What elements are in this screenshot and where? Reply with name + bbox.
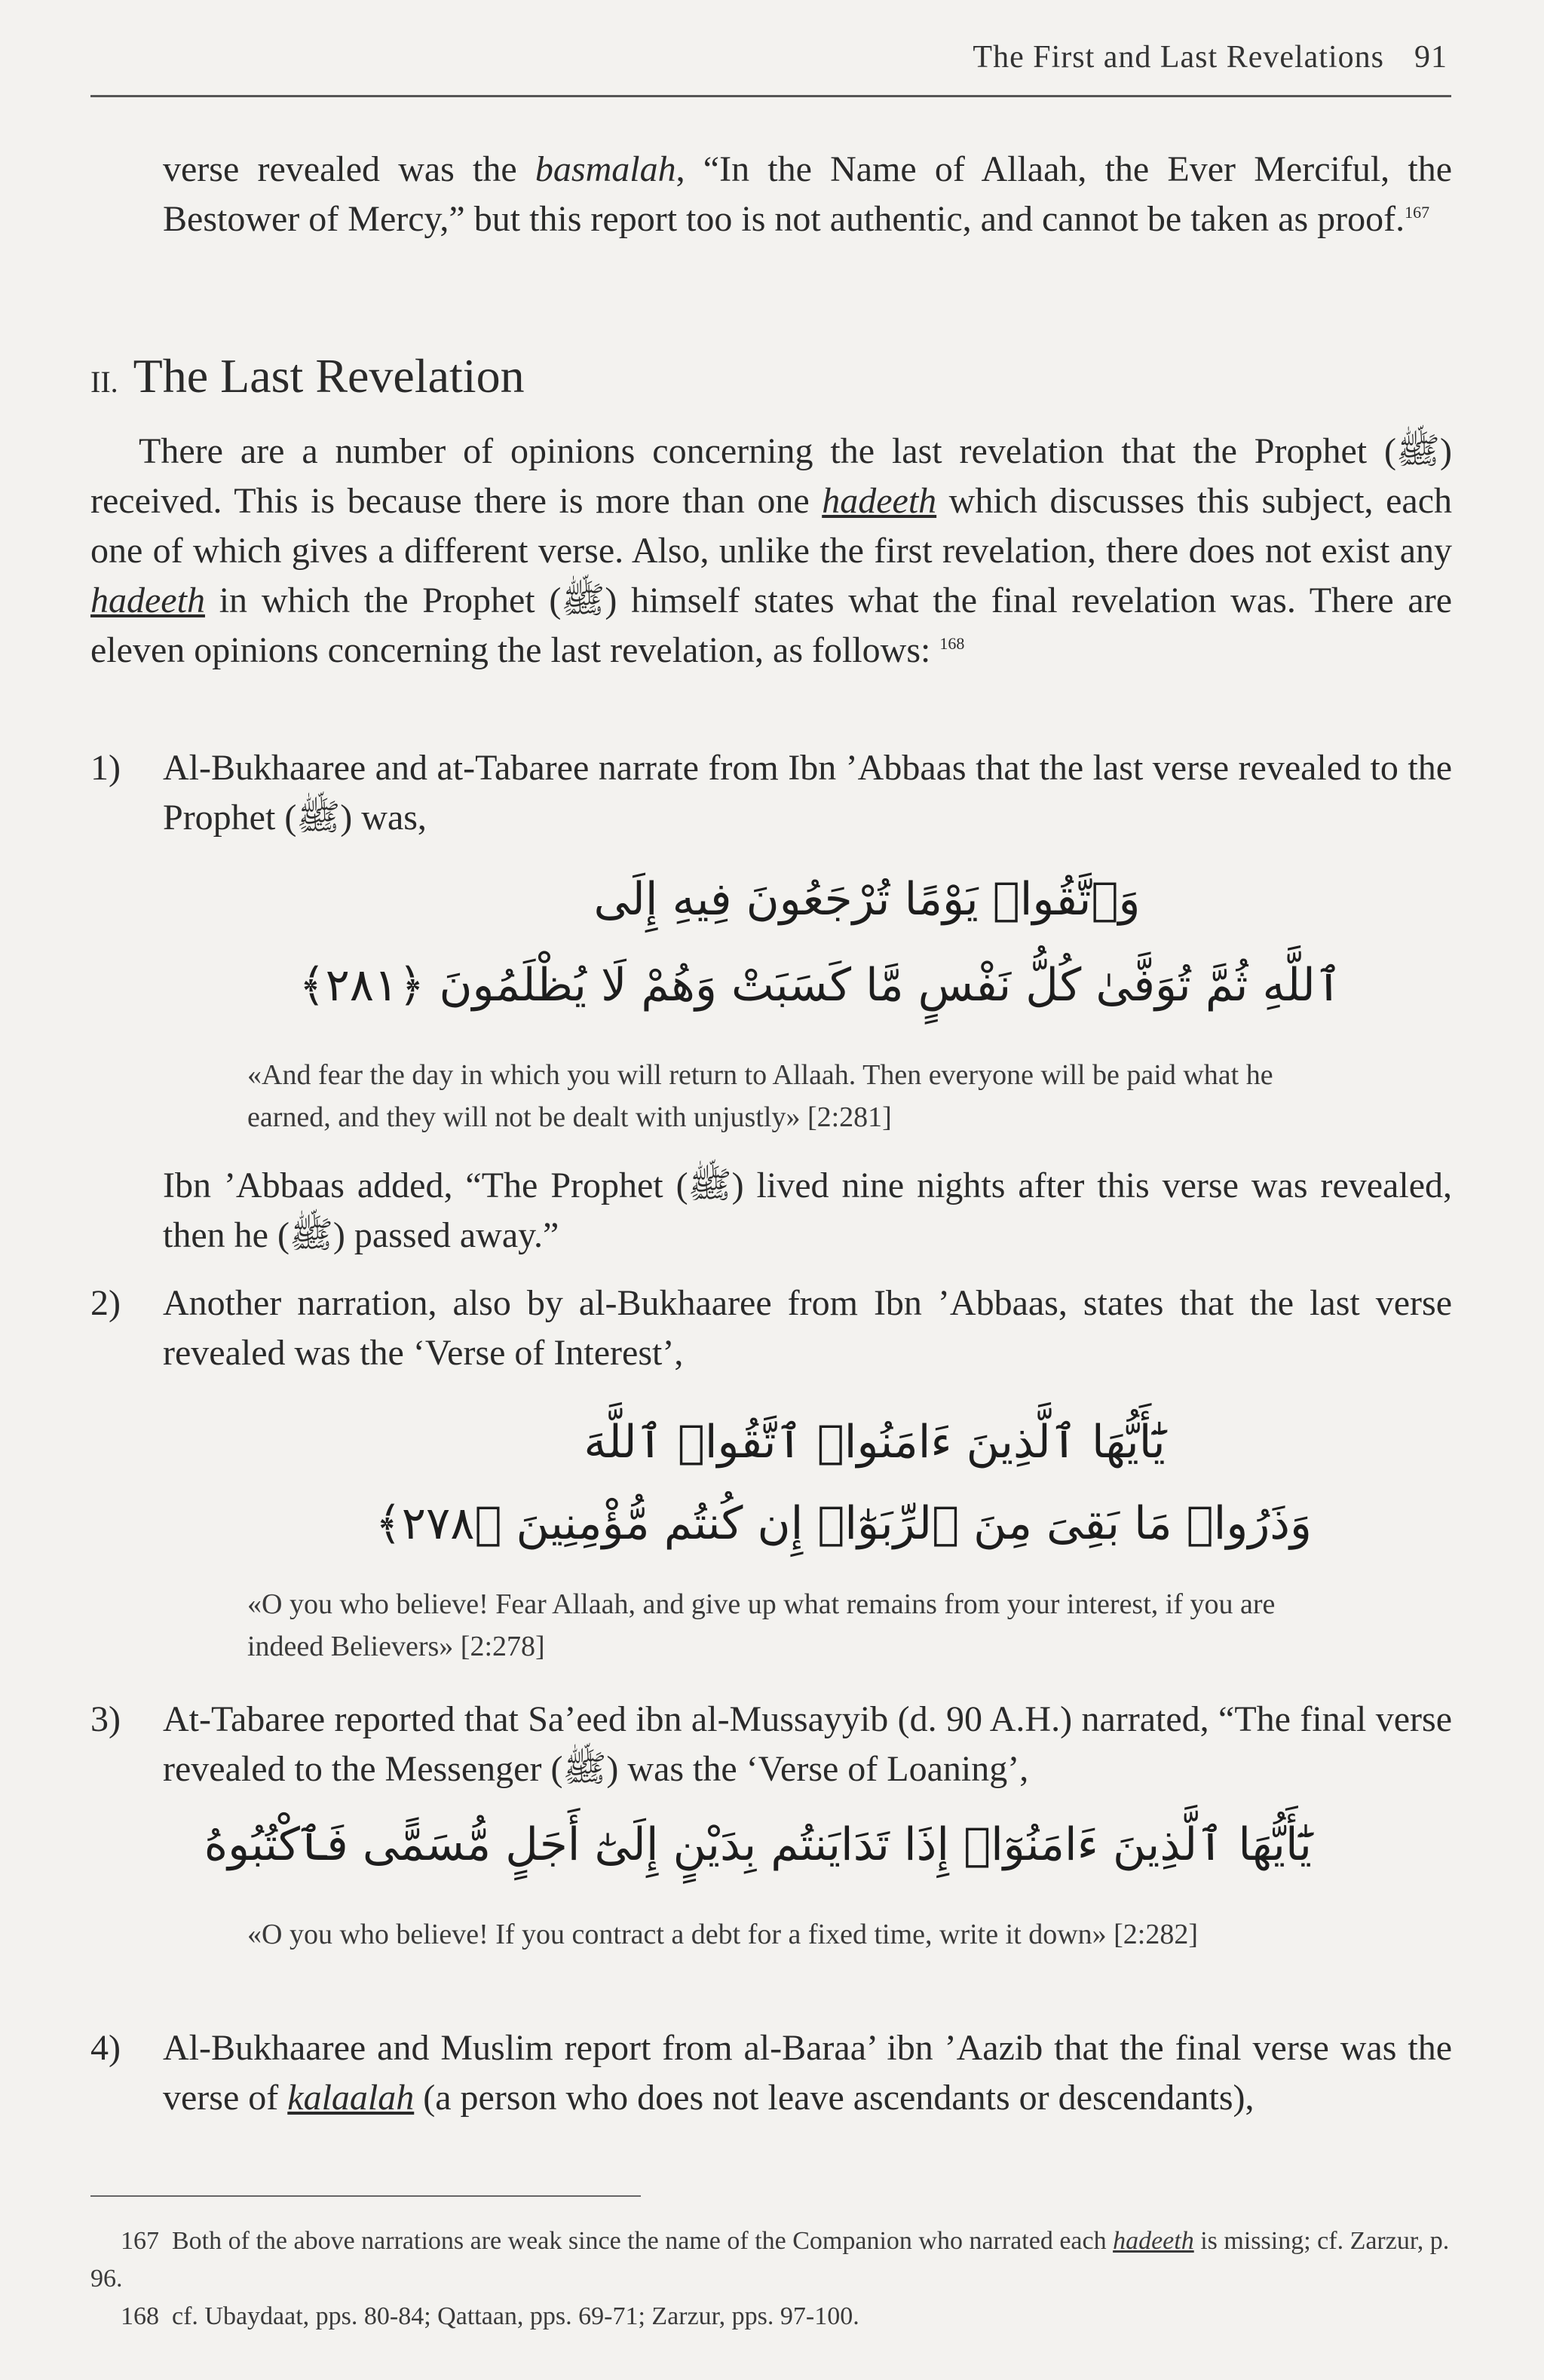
arabic-verse-line: يَٰٓأَيُّهَا ٱلَّذِينَ ءَامَنُوٓا۟ إِذَا تَدَايَنتُم بِدَيْنٍ إِلَىٰٓ أَجَلٍ مُّسَمًّى فَٱكْتُبُوهُ [204,1818,1312,1871]
item-1-text: Al-Bukhaaree and at-Tabaree narrate from Ibn ’Abbaas that the last verse revealed to the Prophet (ﷺ) was, [163,748,1452,838]
section-title: The Last Revelation [133,349,525,403]
running-head [90,39,1448,75]
footnote-ref-167: 167 [1405,203,1430,222]
item-1-followup: Ibn ’Abbaas added, “The Prophet (ﷺ) lived nine nights after this verse was revealed, then he (ﷺ) passed away.” [163,1165,1453,1255]
footnote-167: 167 Both of the above narrations are weak since the name of the Companion who narrated each hadeeth is missing; cf. Zarzur, p. 96. [90,2227,1450,2293]
section-heading [90,348,525,404]
arabic-verse-line: وَٱتَّقُوا۟ يَوْمًا تُرْجَعُونَ فِيهِ إِلَى [593,873,1141,926]
arabic-verse-line: يَٰٓأَيُّهَا ٱلَّذِينَ ءَامَنُوا۟ ٱتَّقُوا۟ ٱللَّهَ [584,1416,1166,1469]
arabic-verse-line: وَذَرُوا۟ مَا بَقِىَ مِنَ ٱلرِّبَوٰٓا۟ إِن كُنتُم مُّؤْمِنِينَ ﴿٢٧٨﴾ [375,1497,1312,1550]
term-hadeeth: hadeeth [90,580,205,620]
item-number: 2) [90,1283,121,1323]
item-4-text: Al-Bukhaaree and Muslim report from al-Baraa’ ibn ’Aazib that the final verse was the verse of kalaalah (a person who does not leave ascendants or descendants), [163,2028,1452,2118]
arabic-verse-line: ٱللَّهِ ثُمَّ تُوَفَّىٰ كُلُّ نَفْسٍ مَّا كَسَبَتْ وَهُمْ لَا يُظْلَمُونَ ﴿٢٨١﴾ [299,959,1342,1012]
item-3-text: At-Tabaree reported that Sa’eed ibn al-Mussayyib (d. 90 A.H.) narrated, “The final verse revealed to the Messenger (ﷺ) was the ‘Verse of Loaning’, [163,1699,1452,1789]
section-number: II. [90,365,118,399]
verse-translation: «O you who believe! Fear Allaah, and give up what remains from your interest, if you are indeed Believers» [2:278] [247,1588,1276,1662]
term-hadeeth: hadeeth [1113,2227,1194,2255]
footnote-168: 168 cf. Ubaydaat, pps. 80-84; Qattaan, pps. 69-71; Zarzur, pps. 97-100. [121,2302,859,2330]
opening-paragraph: There are a number of opinions concerning the last revelation that the Prophet (ﷺ) received. This is because there is more than one hadeeth which discusses this subject, each one of which gives a different verse. Also, unlike the first revelation, there does not exist any hadeeth in which the Prophet (ﷺ) himself states what the final revelation was. There are eleven opinions concerning the last revelation, as follows: $^{168}$ [90,431,1452,670]
intro-paragraph: verse revealed was the basmalah, “In the Name of Allaah, the Ever Merciful, the Bestower of Mercy,” but this report too is not authentic, and cannot be taken as proof.$^{167}$ [163,149,1452,239]
verse-translation: «And fear the day in which you will return to Allaah. Then everyone will be paid what he earned, and they will not be dealt with unjustly» [2:281] [247,1059,1273,1133]
verse-translation: «O you who believe! If you contract a debt for a fixed time, write it down» [2:282] [247,1919,1199,1950]
item-number: 4) [90,2028,121,2068]
term-hadeeth: hadeeth [822,481,937,521]
item-number: 1) [90,748,121,788]
header-rule [90,95,1451,97]
item-2-text: Another narration, also by al-Bukhaaree from Ibn ’Abbaas, states that the last verse revealed was the ‘Verse of Interest’, [163,1283,1452,1373]
footnote-rule [90,2195,641,2197]
running-head-title: The First and Last Revelations [973,40,1384,75]
term-kalaalah: kalaalah [287,2078,415,2118]
footnote-ref-168: 168 [939,634,965,653]
item-number: 3) [90,1699,121,1739]
term-basmalah: basmalah [535,149,676,189]
page-number: 91 [1414,40,1448,75]
